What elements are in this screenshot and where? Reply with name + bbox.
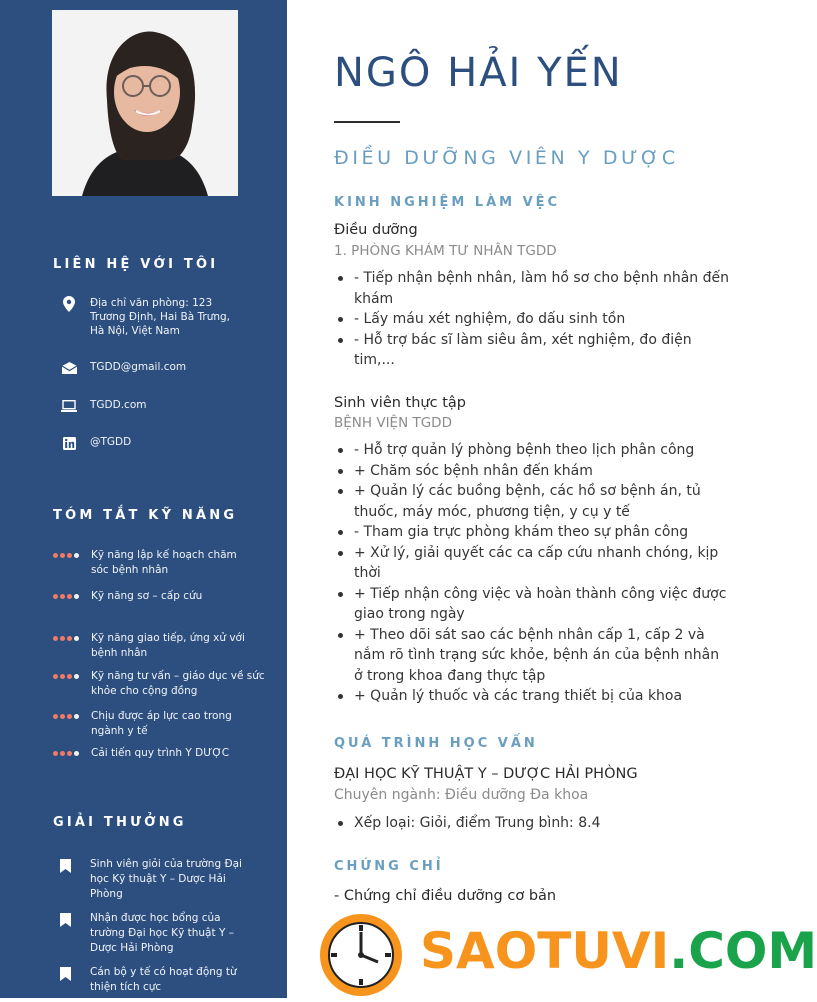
skill-dot-filled <box>53 553 58 558</box>
profile-photo <box>52 10 238 196</box>
list-item: + Theo dõi sát sao các bệnh nhân cấp 1, cấp 2 và nắm rõ tình trạng sức khỏe, bệnh án của bệnh nhân ở trong khoa đang thực tập <box>334 625 754 687</box>
job-place: BỆNH VIỆN TGDD <box>334 415 452 431</box>
list-item: Xếp loại: Giỏi, điểm Trung bình: 8.4 <box>334 813 754 834</box>
contact-address-text: Địa chỉ văn phòng: 123 Trương Định, Hai Bà Trưng, Hà Nội, Việt Nam <box>90 297 231 337</box>
skill-dot-filled <box>53 636 58 641</box>
job-bullets <box>334 268 754 371</box>
contact-heading: LIÊN HỆ VỚI TÔI <box>53 257 219 272</box>
job-place: 1. PHÒNG KHÁM TƯ NHÂN TGDD <box>334 243 557 259</box>
skill-dot-filled <box>67 714 72 719</box>
skill-text: Kỹ năng sơ – cấp cứu <box>91 590 203 602</box>
award-text: Nhận được học bổng của trường Đại học Kỹ thuật Y – Dược Hải Phòng <box>90 912 234 954</box>
award-text: Cán bộ y tế có hoạt động từ thiện tích cực <box>90 966 237 993</box>
bookmark-icon <box>60 858 72 877</box>
skill-dot-filled <box>67 751 72 756</box>
bookmark-icon <box>60 912 72 931</box>
skill-dot-filled <box>60 751 65 756</box>
avatar <box>52 10 238 196</box>
watermark-text-domain: .COM <box>669 922 817 980</box>
list-item: - Tiếp nhận bệnh nhân, làm hồ sơ cho bệnh nhân đến khám <box>334 268 754 309</box>
name-divider <box>334 121 400 123</box>
list-item: - Hỗ trợ bác sĩ làm siêu âm, xét nghiệm, đo điện tim,... <box>334 330 754 371</box>
contact-email[interactable] <box>60 360 186 376</box>
skill-item <box>53 709 232 739</box>
contact-linkedin-text: @TGDD <box>90 436 132 448</box>
person-name: NGÔ HẢI YẾN <box>334 50 623 96</box>
linkedin-icon <box>60 435 78 451</box>
watermark-clock-logo <box>318 912 404 998</box>
skill-dot-filled <box>67 636 72 641</box>
skill-item <box>53 589 202 604</box>
skill-dot-filled <box>67 594 72 599</box>
skill-dot-filled <box>60 674 65 679</box>
skill-level-dots <box>53 670 83 682</box>
award-item <box>60 857 242 902</box>
skill-item <box>53 669 265 699</box>
major: Chuyên ngành: Điều dưỡng Đa khoa <box>334 787 589 803</box>
contact-email-text: TGDD@gmail.com <box>90 361 187 373</box>
skill-text: Kỹ năng giao tiếp, ứng xử với bệnh nhân <box>91 632 245 659</box>
list-item: + Tiếp nhận công việc và hoàn thành công việc được giao trong ngày <box>334 584 754 625</box>
skill-level-dots <box>53 710 83 722</box>
skill-dot-filled <box>60 714 65 719</box>
contact-website[interactable] <box>60 398 146 414</box>
list-item: + Chăm sóc bệnh nhân đến khám <box>334 461 754 482</box>
skill-text: Kỹ năng tư vấn – giáo dục về sức khỏe cho cộng đồng <box>91 670 265 697</box>
skills-heading: TÓM TẮT KỸ NĂNG <box>53 508 238 523</box>
award-item <box>60 911 234 956</box>
skill-text: Chịu được áp lực cao trong ngành y tế <box>91 710 232 737</box>
skill-dot-empty <box>74 553 79 558</box>
skill-dot-filled <box>60 553 65 558</box>
skill-text: Kỹ năng lập kế hoạch chăm sóc bệnh nhân <box>91 549 237 576</box>
job-role: ĐIỀU DƯỠNG VIÊN Y DƯỢC <box>334 147 679 169</box>
skill-text: Cải tiến quy trình Y DƯỢC <box>91 747 230 759</box>
education-bullets <box>334 813 754 834</box>
skill-level-dots <box>53 590 83 602</box>
skill-dot-empty <box>74 714 79 719</box>
skill-dot-empty <box>74 636 79 641</box>
location-pin-icon <box>60 296 78 312</box>
skill-dot-filled <box>53 674 58 679</box>
list-item: - Hỗ trợ quản lý phòng bệnh theo lịch phân công <box>334 440 754 461</box>
job-title: Điều dưỡng <box>334 222 418 238</box>
skill-dot-filled <box>53 751 58 756</box>
award-item <box>60 965 237 995</box>
skill-dot-filled <box>53 594 58 599</box>
contact-linkedin[interactable] <box>60 435 131 451</box>
skill-item <box>53 631 245 661</box>
skill-dot-filled <box>60 594 65 599</box>
list-item: + Quản lý các buồng bệnh, các hồ sơ bệnh án, tủ thuốc, máy móc, phương tiện, y cụ y tế <box>334 481 754 522</box>
experience-heading: KINH NGHIỆM LÀM VỆC <box>334 195 561 210</box>
skill-dot-filled <box>67 674 72 679</box>
job-bullets <box>334 440 754 707</box>
list-item: - Lấy máu xét nghiệm, đo dấu sinh tồn <box>334 309 754 330</box>
skill-dot-empty <box>74 594 79 599</box>
contact-website-text: TGDD.com <box>90 399 147 411</box>
envelope-icon <box>60 360 78 376</box>
skill-dot-filled <box>60 636 65 641</box>
awards-heading: GIẢI THƯỞNG <box>53 815 187 830</box>
skill-level-dots <box>53 549 83 561</box>
bookmark-icon <box>60 966 72 985</box>
cert-item: - Chứng chỉ điều dưỡng cơ bản <box>334 888 557 904</box>
watermark-text <box>420 922 817 980</box>
watermark-text-main: SAOTUVI <box>420 922 670 980</box>
laptop-icon <box>60 398 78 414</box>
skill-level-dots <box>53 747 83 759</box>
sidebar <box>0 0 287 998</box>
skill-dot-empty <box>74 751 79 756</box>
skill-dot-empty <box>74 674 79 679</box>
contact-address <box>60 296 230 338</box>
school-name: ĐẠI HỌC KỸ THUẬT Y – DƯỢC HẢI PHÒNG <box>334 766 638 782</box>
education-heading: QUÁ TRÌNH HỌC VẤN <box>334 736 538 751</box>
list-item: - Tham gia trực phòng khám theo sự phân công <box>334 522 754 543</box>
skill-dot-filled <box>53 714 58 719</box>
award-text: Sinh viên giỏi của trường Đại học Kỹ thuật Y – Dược Hải Phòng <box>90 858 242 900</box>
list-item: + Xử lý, giải quyết các ca cấp cứu nhanh chóng, kịp thời <box>334 543 754 584</box>
cert-heading: CHỨNG CHỈ <box>334 859 444 874</box>
list-item: + Quản lý thuốc và các trang thiết bị của khoa <box>334 686 754 707</box>
skill-item <box>53 746 229 761</box>
job-title: Sinh viên thực tập <box>334 395 466 411</box>
skill-item <box>53 548 237 578</box>
skill-dot-filled <box>67 553 72 558</box>
skill-level-dots <box>53 632 83 644</box>
